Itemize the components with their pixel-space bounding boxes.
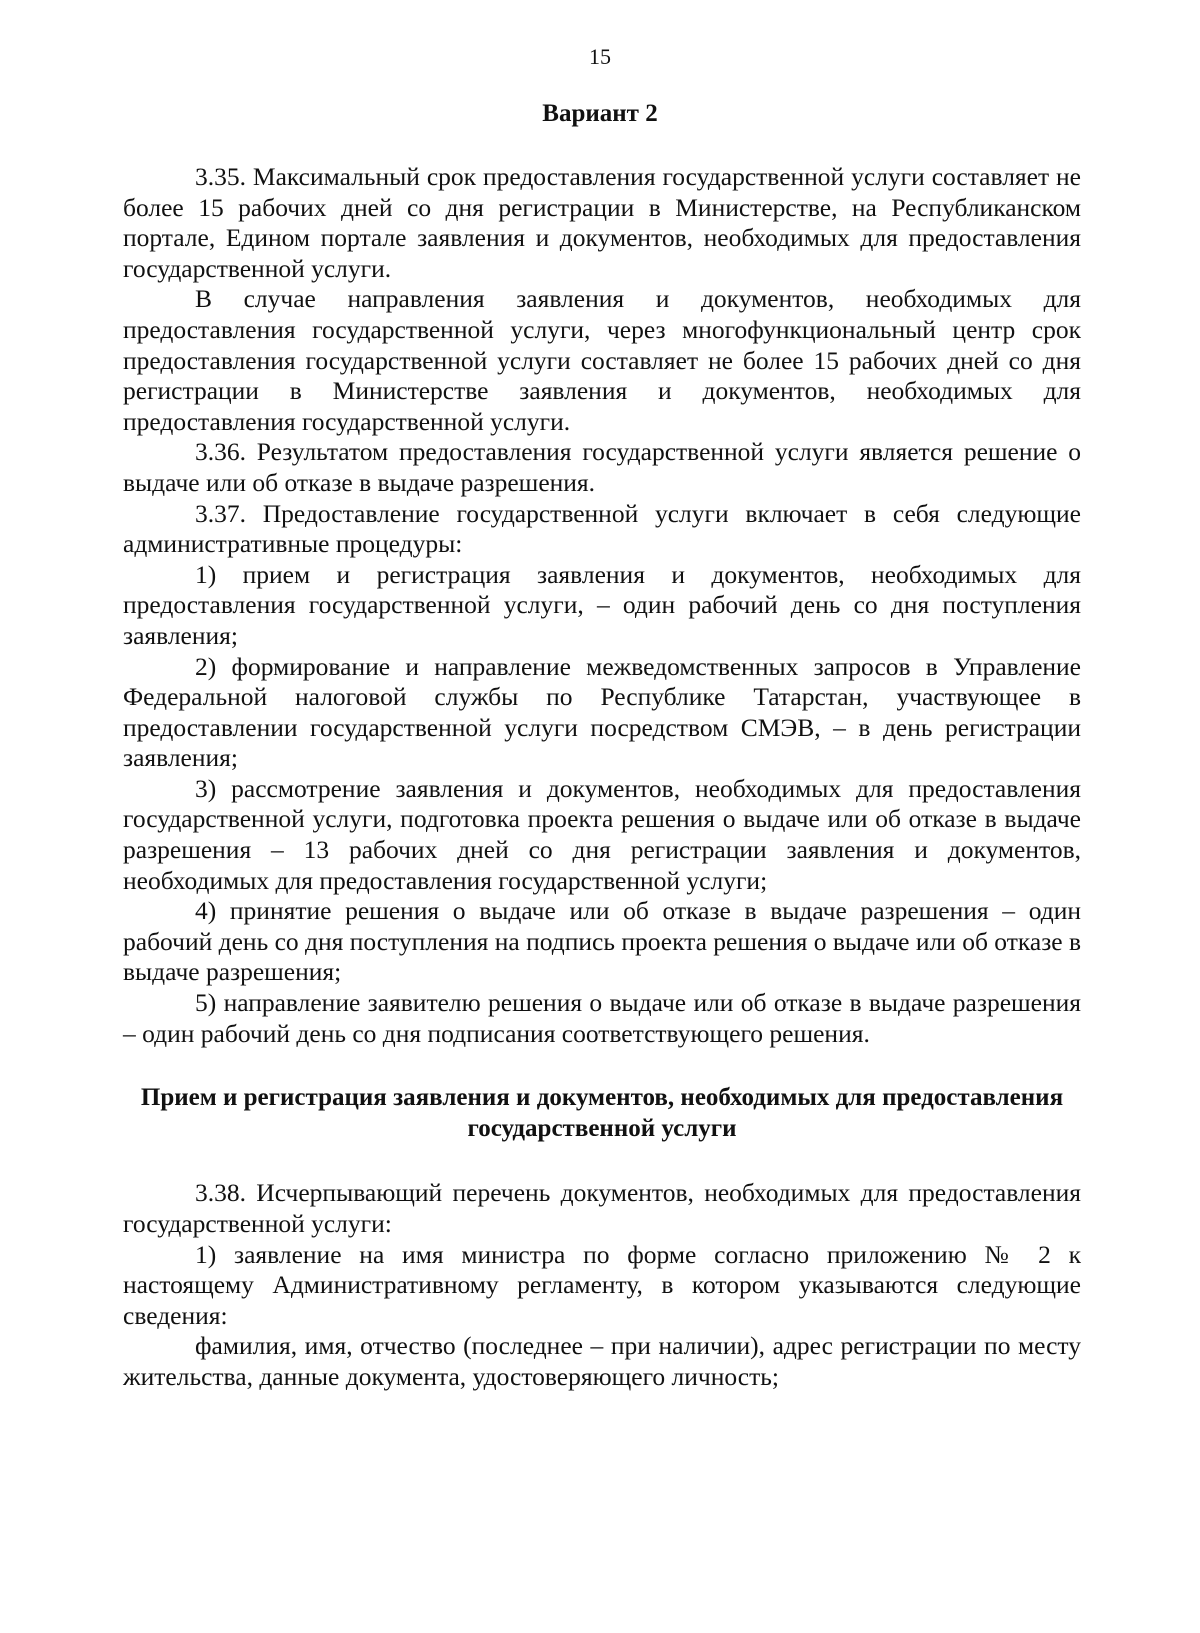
paragraph-3-36: 3.36. Результатом предоставления государственной услуги является решение о выдаче или об отказе в выдаче разрешения.	[123, 437, 1081, 497]
list-item-1: 1) прием и регистрация заявления и документов, необходимых для предоставления государственной услуги, – один рабочий день со дня поступления заявления;	[123, 559, 1081, 650]
section-title: Вариант 2	[542, 100, 658, 127]
paragraph-3-35: 3.35. Максимальный срок предоставления государственной услуги составляет не более 15 рабочих дней со дня регистрации в Министерстве, на Республиканском портале, Едином портале заявления и документов, необходимых для предоставления государственной услуги.	[123, 162, 1081, 283]
list-item-5: 5) направление заявителю решения о выдаче или об отказе в выдаче разрешения – один рабочий день со дня подписания соответствующего решения.	[123, 988, 1081, 1048]
paragraph-3-37: 3.37. Предоставление государственной услуги включает в себя следующие административные процедуры:	[123, 498, 1081, 559]
list-item-4: 4) принятие решения о выдаче или об отказе в выдаче разрешения – один рабочий день со дня поступления на подпись проекта решения о выдаче или об отказе в выдаче разрешения;	[123, 896, 1081, 987]
paragraph-3-38: 3.38. Исчерпывающий перечень документов, необходимых для предоставления государственной услуги:	[123, 1178, 1081, 1238]
list-item-3: 3) рассмотрение заявления и документов, необходимых для предоставления государственной услуги, подготовка проекта решения о выдаче или об отказе в выдаче разрешения – 13 рабочих дней со дня регистрации заявления и документов, необходимых для предоставления государственной услуги;	[123, 773, 1081, 895]
paragraph-mfc: В случае направления заявления и документов, необходимых для предоставления государственной услуги, через многофункциональный центр срок предоставления государственной услуги составляет не более 15 рабочих дней со дня регистрации в Министерстве заявления и документов, необходимых для предоставления государственной услуги.	[123, 284, 1081, 436]
list-item-application: 1) заявление на имя министра по форме согласно приложению № 2 к настоящему Административному регламенту, в котором указываются следующие сведения:	[123, 1239, 1081, 1330]
page-number: 15	[589, 44, 611, 69]
document-body	[123, 162, 1081, 1393]
subheading: Прием и регистрация заявления и документов, необходимых для предоставления государственной услуги	[140, 1084, 1064, 1142]
list-item-2: 2) формирование и направление межведомственных запросов в Управление Федеральной налоговой службы по Республике Татарстан, участвующее в предоставлении государственной услуги посредством СМЭВ, – в день регистрации заявления;	[123, 651, 1081, 773]
paragraph-personal-data: фамилия, имя, отчество (последнее – при наличии), адрес регистрации по месту жительства, данные документа, удостоверяющего личность;	[123, 1331, 1081, 1391]
